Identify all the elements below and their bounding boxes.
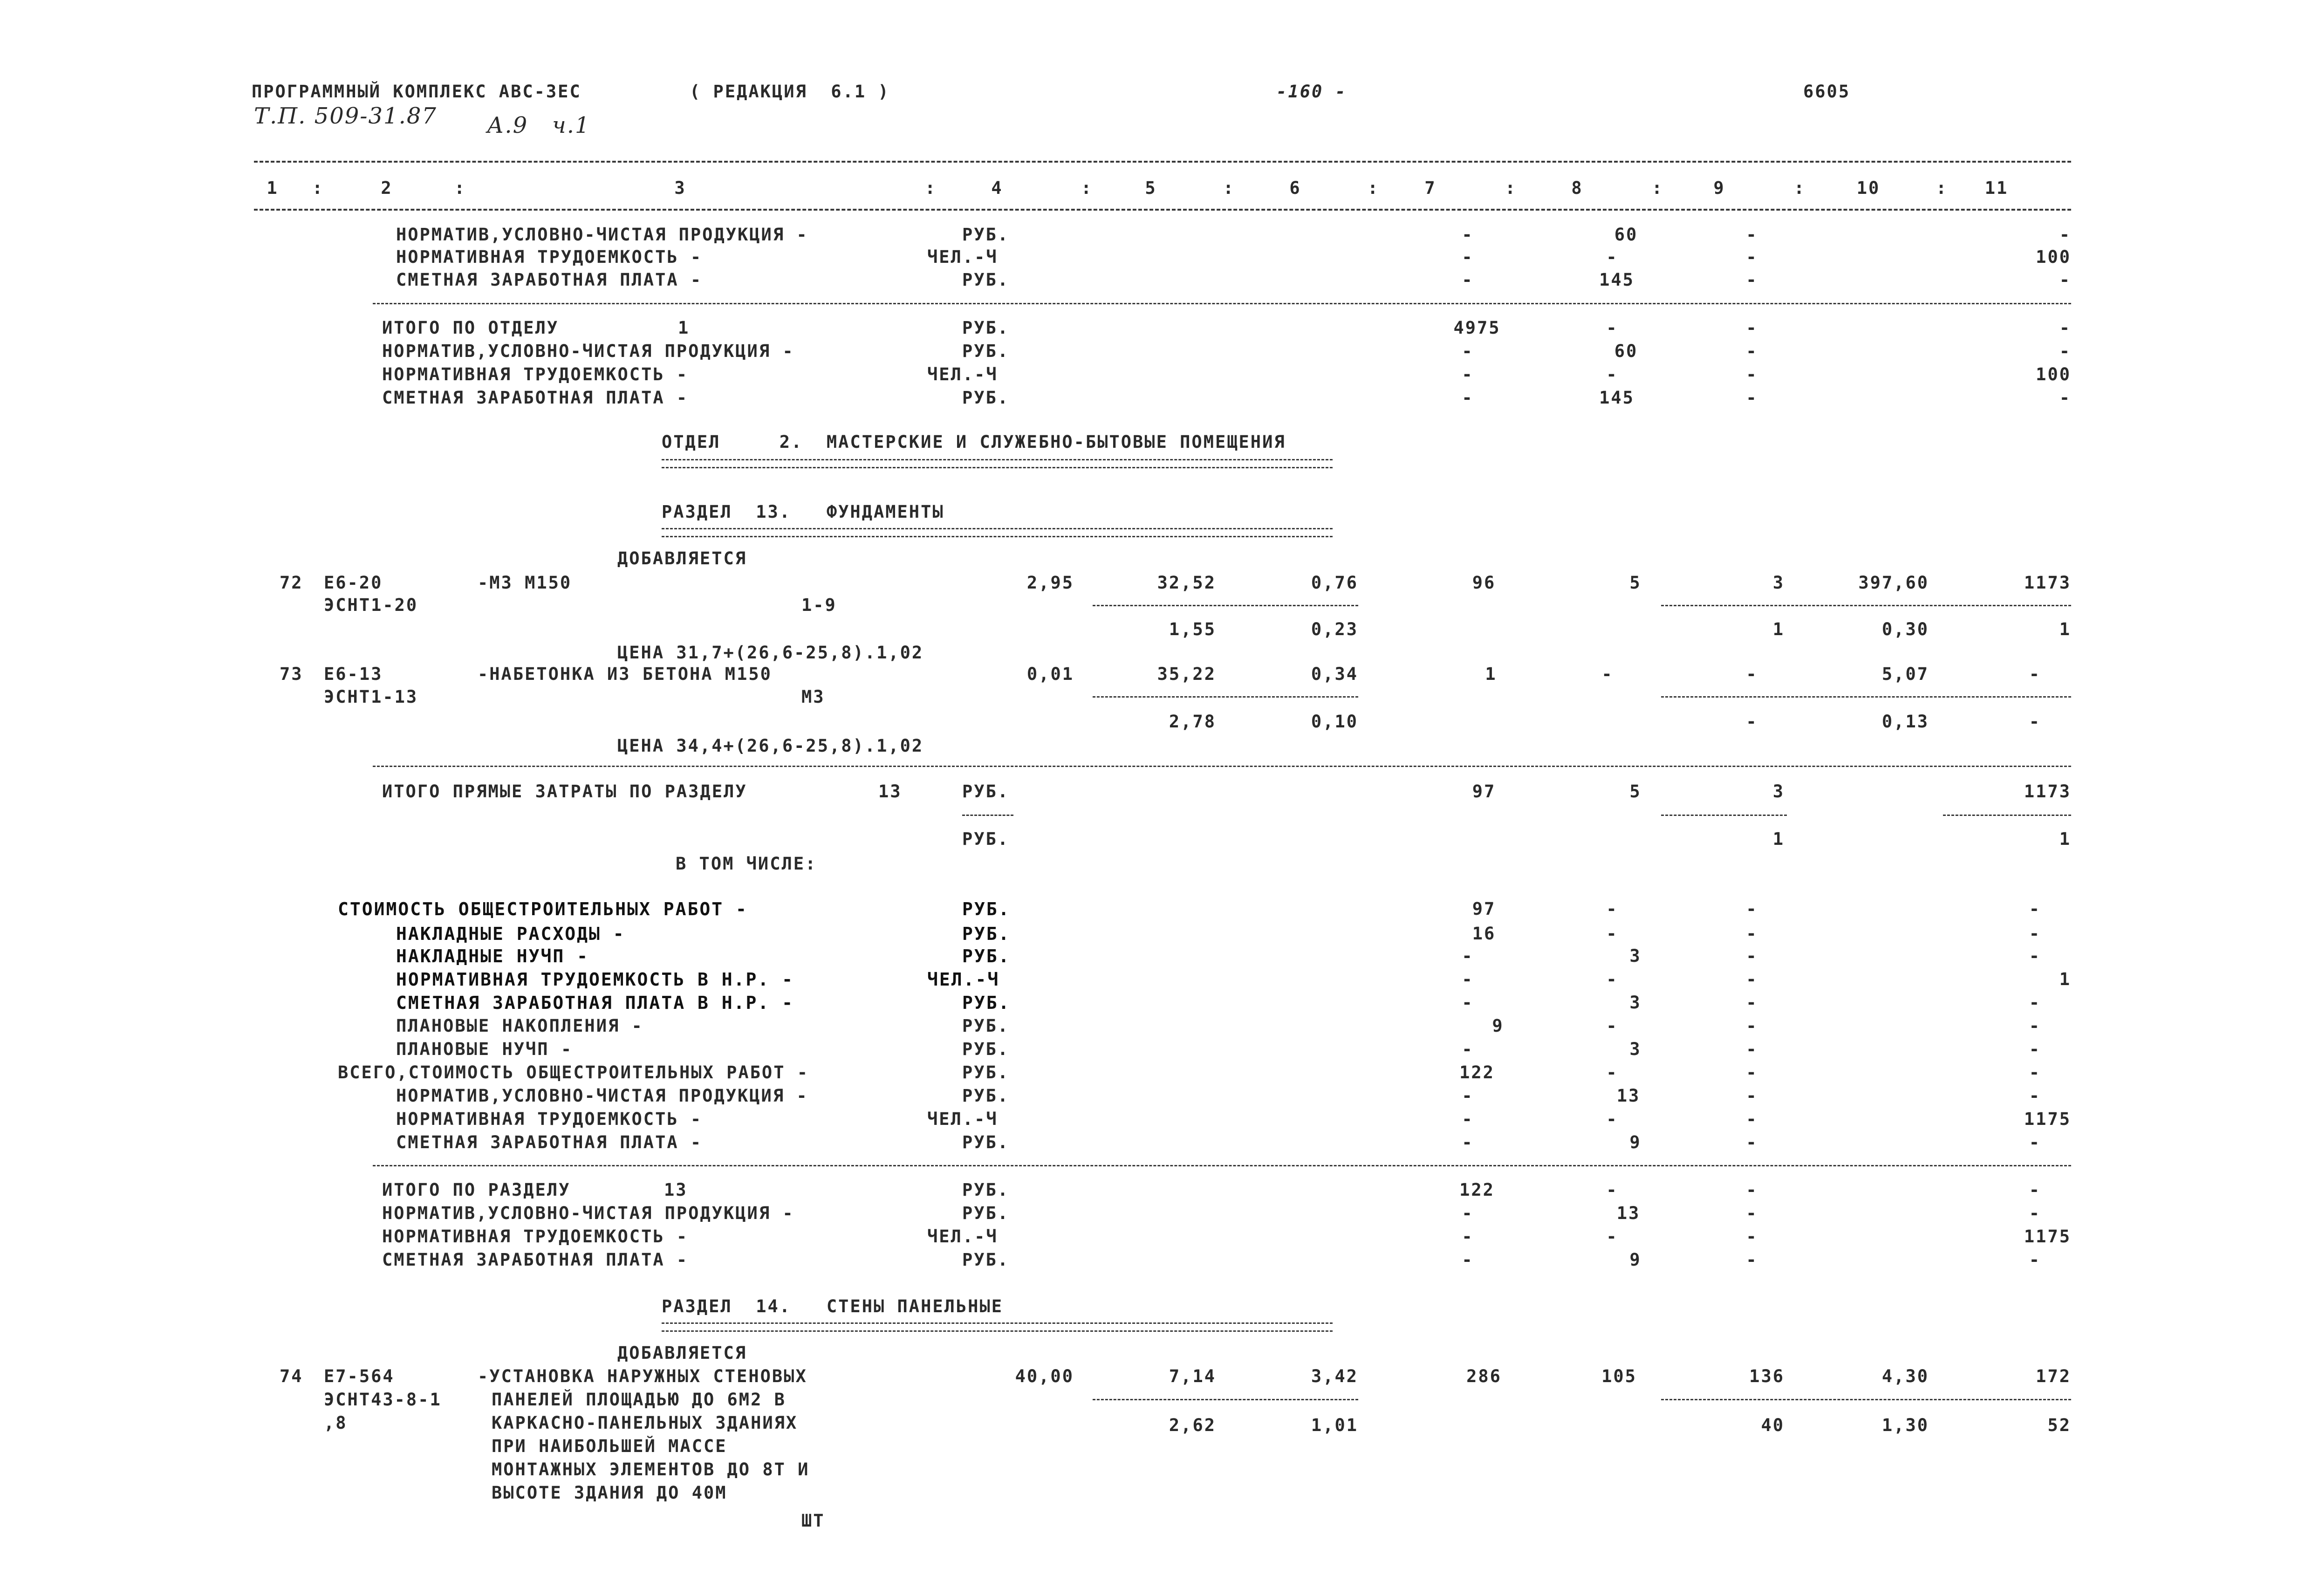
cell-8: - [1606,1062,1618,1082]
sub-rule [1943,815,2071,816]
cell-8: - [1606,318,1618,338]
cell-9: 136 [1749,1366,1785,1386]
col-separator: : [1505,178,1517,198]
cell-7: - [1462,341,1474,361]
item-description: ПРИ НАИБОЛЬШЕЙ МАССЕ [492,1436,727,1456]
row-label: НОРМАТИВ,УСЛОВНО-ЧИСТАЯ ПРОДУКЦИЯ - [396,225,808,245]
cell-7: 122 [1459,1180,1495,1200]
item-description: МОНТАЖНЫХ ЭЛЕМЕНТОВ ДО 8Т И [492,1459,810,1480]
cell-6: 0,34 [1311,664,1358,684]
col-separator: : [1936,178,1948,198]
cell-10: 4,30 [1881,1366,1929,1386]
row-unit: ЧЕЛ.-Ч [927,247,998,267]
col-separator: : [1223,178,1235,198]
cell-9: - [1746,946,1758,966]
cell-7: - [1462,1203,1474,1223]
sub-rule [1661,605,2071,606]
cell-8: 3 [1629,1039,1642,1059]
document-code: 6605 [1803,82,1851,102]
row-unit: РУБ. [962,1062,1010,1082]
row-label: СМЕТНАЯ ЗАРАБОТНАЯ ПЛАТА В Н.Р. - [396,993,794,1013]
cell-9: - [1746,1016,1758,1036]
item-code-3: ,8 [324,1413,348,1433]
cell-10: 5,07 [1881,664,1929,684]
cell-7: 16 [1472,924,1496,944]
program-title: ПРОГРАММНЫЙ КОМПЛЕКС АВС-3ЕС [252,82,581,102]
item-description: КАРКАСНО-ПАНЕЛЬНЫХ ЗДАНИЯХ [492,1413,798,1433]
cell-7: 96 [1472,573,1496,593]
col-separator: : [1652,178,1664,198]
cell-4: 40,00 [1015,1366,1074,1386]
row-label: НОРМАТИВНАЯ ТРУДОЕМКОСТЬ - [396,1109,703,1129]
cell-11: - [2029,924,2041,944]
cell-11: 100 [2036,247,2071,267]
cell-8: 60 [1614,341,1638,361]
row-label: НОРМАТИВНАЯ ТРУДОЕМКОСТЬ В Н.Р. - [396,969,794,990]
header-rule-top [254,161,2071,163]
cell-9: 3 [1772,781,1785,801]
col-8: 8 [1571,178,1583,198]
col-9: 9 [1713,178,1725,198]
cell-11: - [2059,318,2071,338]
cell-9: - [1746,924,1758,944]
cell-11: - [2029,1039,2041,1059]
cell-11: 1 [2059,829,2071,849]
cell-11: 1175 [2024,1226,2071,1247]
adds-label: ДОБАВЛЯЕТСЯ [617,1343,747,1363]
cell-7: 122 [1459,1062,1495,1082]
col-4: 4 [991,178,1003,198]
cell-7: - [1462,364,1474,384]
row-label: ПЛАНОВЫЕ НУЧП - [396,1039,573,1059]
cell-8: 3 [1629,993,1642,1013]
cell-8: 5 [1629,573,1642,593]
cell-7: - [1462,270,1474,290]
col-separator: : [1368,178,1380,198]
cell-9: 3 [1772,573,1785,593]
cell-9: - [1746,1226,1758,1247]
sub-rule [1093,605,1358,606]
col-3: 3 [674,178,686,198]
item-unit: ШТ [801,1511,825,1531]
handwritten-album-ref: А.9 ч.1 [487,112,590,138]
cell-8: 60 [1614,225,1638,245]
sub-rule [962,815,1013,816]
cell-10b: 0,30 [1881,619,1929,639]
cell-10b: 0,13 [1881,712,1929,732]
cell-7: - [1462,946,1474,966]
cell-7: - [1462,1039,1474,1059]
col-2: 2 [381,178,393,198]
cell-8: - [1601,664,1614,684]
cell-11: - [2029,1016,2041,1036]
sub-rule [1661,1399,2071,1400]
row-unit: РУБ. [962,899,1011,919]
row-unit: ЧЕЛ.-Ч [927,1109,998,1129]
cell-8: - [1606,1180,1618,1200]
cell-11: - [2029,1086,2041,1106]
row-label: ИТОГО ПО ОТДЕЛУ [382,318,559,338]
cell-9: - [1746,1180,1758,1200]
cell-9: - [1746,1086,1758,1106]
sub-rule [1661,696,2071,698]
cell-11: - [2029,899,2041,919]
edition-label: ( РЕДАКЦИЯ 6.1 ) [690,82,890,102]
row-unit: РУБ. [962,1016,1010,1036]
item-number: 72 [280,573,303,593]
cell-5b: 2,78 [1169,712,1216,732]
cell-6b: 1,01 [1311,1415,1358,1435]
row-unit: РУБ. [962,993,1011,1013]
cell-7: 97 [1472,899,1496,919]
item-name: -НАБЕТОНКА ИЗ БЕТОНА М150 [478,664,772,684]
row-label: ИТОГО ПРЯМЫЕ ЗАТРАТЫ ПО РАЗДЕЛУ [382,781,747,801]
item-code: Е6-13 [324,664,383,684]
col-separator: : [925,178,937,198]
cell-11: - [2059,341,2071,361]
divider [373,303,2071,304]
handwritten-project-number: Т.П. 509-31.87 [254,103,437,129]
cell-8: - [1606,247,1618,267]
cell-11: - [2059,270,2071,290]
cell-7: 286 [1466,1366,1502,1386]
cell-8: 3 [1629,946,1642,966]
row-unit: РУБ. [962,924,1011,944]
cell-8: - [1606,924,1618,944]
cell-9: - [1746,1203,1758,1223]
cell-9: - [1746,1039,1758,1059]
row-label: НОРМАТИВ,УСЛОВНО-ЧИСТАЯ ПРОДУКЦИЯ - [382,341,794,361]
cell-9: - [1746,1062,1758,1082]
price-formula: ЦЕНА 31,7+(26,6-25,8).1,02 [617,643,924,663]
row-label: СМЕТНАЯ ЗАРАБОТНАЯ ПЛАТА - [382,388,689,408]
sub-rule [1093,696,1358,698]
cell-7: 1 [1485,664,1497,684]
row-unit: РУБ. [962,225,1010,245]
cell-6: 3,42 [1311,1366,1358,1386]
cell-9: - [1746,270,1758,290]
cell-8: 145 [1599,270,1635,290]
cell-7: 9 [1492,1016,1504,1036]
cell-9: - [1746,318,1758,338]
item-unit: М3 [801,687,825,707]
cell-7: - [1462,388,1474,408]
cell-11: 1173 [2024,573,2071,593]
cell-11: - [2029,1132,2041,1152]
cell-9: - [1746,341,1758,361]
item-number: 73 [280,664,303,684]
cell-11: - [2029,946,2041,966]
cell-11: 1175 [2024,1109,2071,1129]
cell-11: - [2029,1203,2041,1223]
cell-7: - [1462,247,1474,267]
cell-6b: 0,10 [1311,712,1358,732]
cell-9: - [1746,1250,1758,1270]
otdel-title: ОТДЕЛ 2. МАСТЕРСКИЕ И СЛУЖЕБНО-БЫТОВЫЕ ПОМЕЩЕНИЯ [662,432,1286,452]
col-11: 11 [1984,178,2009,198]
row-unit: РУБ. [962,1039,1010,1059]
cell-8: - [1606,899,1618,919]
cell-11b: 52 [2047,1415,2071,1435]
row-unit: РУБ. [962,318,1010,338]
col-5: 5 [1145,178,1157,198]
sub-rule [1093,1399,1358,1400]
cell-9: - [1746,364,1758,384]
cell-11: - [2029,1180,2041,1200]
row-unit: ЧЕЛ.-Ч [927,364,998,384]
item-number: 74 [280,1366,303,1386]
cell-9: - [1746,993,1758,1013]
cell-4: 0,01 [1026,664,1074,684]
item-name: -М3 М150 [478,573,572,593]
item-description: ВЫСОТЕ ЗДАНИЯ ДО 40М [492,1483,727,1503]
cell-8: - [1606,1016,1618,1036]
item-code-2: ЭСНТ1-13 [324,687,418,707]
row-unit: РУБ. [962,1180,1010,1200]
cell-9: - [1746,388,1758,408]
item-code-2: ЭСНТ1-20 [324,595,418,615]
cell-11: 100 [2036,364,2071,384]
row-unit: РУБ. [962,341,1010,361]
cell-8: - [1606,1226,1618,1247]
col-1: 1 [267,178,279,198]
page-number: -160 - [1276,82,1347,102]
row-label: ПЛАНОВЫЕ НАКОПЛЕНИЯ - [396,1016,643,1036]
cell-11: - [2029,664,2041,684]
cell-7: - [1462,1109,1474,1129]
cell-7: - [1462,993,1474,1013]
cell-11: - [2059,388,2071,408]
cell-9: - [1746,225,1758,245]
row-label: НАКЛАДНЫЕ НУЧП - [396,946,589,966]
cell-7: - [1462,1086,1474,1106]
cell-9: - [1746,969,1758,989]
row-label: НАКЛАДНЫЕ РАСХОДЫ - [396,924,625,944]
row-unit: РУБ. [962,1250,1010,1270]
col-separator: : [1794,178,1806,198]
col-7: 7 [1424,178,1436,198]
cell-5: 35,22 [1157,664,1216,684]
including-label: В ТОМ ЧИСЛЕ: [676,854,817,874]
cell-8: - [1606,969,1618,989]
row-label: СТОИМОСТЬ ОБЩЕСТРОИТЕЛЬНЫХ РАБОТ - [338,899,748,919]
cell-7: 4975 [1453,318,1501,338]
col-separators: : [312,178,324,198]
row-label: СМЕТНАЯ ЗАРАБОТНАЯ ПЛАТА - [382,1250,689,1270]
title-underline [662,528,1333,537]
cell-11: - [2029,1062,2041,1082]
cell-8: - [1606,364,1618,384]
row-unit: ЧЕЛ.-Ч [927,1226,998,1247]
row-label: ИТОГО ПО РАЗДЕЛУ [382,1180,571,1200]
row-label: ВСЕГО,СТОИМОСТЬ ОБЩЕСТРОИТЕЛЬНЫХ РАБОТ - [338,1062,809,1082]
sub-rule [1661,815,1787,816]
row-label: НОРМАТИВНАЯ ТРУДОЕМКОСТЬ - [396,247,703,267]
cell-9: 1 [1772,829,1785,849]
title-underline [662,459,1333,468]
cell-5b: 2,62 [1169,1415,1216,1435]
title-underline [662,1322,1333,1332]
cell-7: - [1462,969,1474,989]
cell-8: 13 [1616,1203,1641,1223]
item-code: Е6-20 [324,573,383,593]
item-description: -УСТАНОВКА НАРУЖНЫХ СТЕНОВЫХ [478,1366,807,1386]
cell-8: 145 [1599,388,1635,408]
razdel-title: РАЗДЕЛ 14. СТЕНЫ ПАНЕЛЬНЫЕ [662,1296,1004,1316]
row-unit: ЧЕЛ.-Ч [927,969,1000,990]
cell-7: - [1462,1226,1474,1247]
item-code-2: ЭСНТ43-8-1 [324,1390,442,1410]
cell-8: 9 [1629,1250,1642,1270]
row-label: НОРМАТИВНАЯ ТРУДОЕМКОСТЬ - [382,1226,689,1247]
row-label: СМЕТНАЯ ЗАРАБОТНАЯ ПЛАТА - [396,1132,703,1152]
cell-5: 32,52 [1157,573,1216,593]
cell-4: 2,95 [1026,573,1074,593]
cell-8: 13 [1616,1086,1641,1106]
cell-6: 0,76 [1311,573,1358,593]
row-unit: РУБ. [962,270,1010,290]
cell-11: 1173 [2024,781,2071,801]
row-number: 1 [678,318,690,338]
item-description: ПАНЕЛЕЙ ПЛОЩАДЬЮ ДО 6М2 В [492,1390,786,1410]
cell-7: - [1462,1250,1474,1270]
row-number: 13 [664,1180,688,1200]
col-6: 6 [1289,178,1301,198]
cell-10: 397,60 [1858,573,1929,593]
cell-5: 7,14 [1169,1366,1216,1386]
row-unit: РУБ. [962,1132,1010,1152]
row-number: 13 [878,781,902,801]
col-separator: : [1081,178,1093,198]
row-label: НОРМАТИВ,УСЛОВНО-ЧИСТАЯ ПРОДУКЦИЯ - [382,1203,794,1223]
cell-11: - [2059,225,2071,245]
cell-9: - [1746,1132,1758,1152]
cell-8: 105 [1601,1366,1637,1386]
item-code: Е7-564 [324,1366,395,1386]
item-sub: 1-9 [801,595,837,615]
cell-5b: 1,55 [1169,619,1216,639]
divider [373,1165,2071,1166]
cell-11b: 1 [2059,619,2071,639]
price-formula: ЦЕНА 34,4+(26,6-25,8).1,02 [617,736,924,756]
cell-9b: 1 [1772,619,1785,639]
cell-8: 5 [1629,781,1642,801]
adds-label: ДОБАВЛЯЕТСЯ [617,548,747,569]
cell-10b: 1,30 [1881,1415,1929,1435]
cell-6b: 0,23 [1311,619,1358,639]
cell-9: - [1746,899,1758,919]
col-10: 10 [1856,178,1881,198]
cell-11: 172 [2036,1366,2071,1386]
row-unit: РУБ. [962,946,1011,966]
cell-9: - [1746,1109,1758,1129]
cell-8: 9 [1629,1132,1642,1152]
cell-11: 1 [2059,969,2071,989]
row-unit: РУБ. [962,388,1010,408]
row-unit: РУБ. [962,781,1010,801]
razdel-title: РАЗДЕЛ 13. ФУНДАМЕНТЫ [662,502,944,522]
divider [373,766,2071,767]
row-label: НОРМАТИВ,УСЛОВНО-ЧИСТАЯ ПРОДУКЦИЯ - [396,1086,808,1106]
row-unit: РУБ. [962,1203,1010,1223]
cell-7: 97 [1472,781,1496,801]
cell-9: - [1746,664,1758,684]
row-label: НОРМАТИВНАЯ ТРУДОЕМКОСТЬ - [382,364,689,384]
cell-7: - [1462,1132,1474,1152]
cell-11b: - [2029,712,2041,732]
row-label: СМЕТНАЯ ЗАРАБОТНАЯ ПЛАТА - [396,270,703,290]
row-unit: РУБ. [962,1086,1010,1106]
cell-9: - [1746,247,1758,267]
cell-11: - [2029,993,2041,1013]
cell-7: - [1462,225,1474,245]
cell-9b: - [1746,712,1758,732]
row-unit: РУБ. [962,829,1010,849]
cell-8: - [1606,1109,1618,1129]
col-separator: : [454,178,466,198]
cell-9b: 40 [1761,1415,1785,1435]
cell-11: - [2029,1250,2041,1270]
header-rule-bottom [254,209,2071,211]
